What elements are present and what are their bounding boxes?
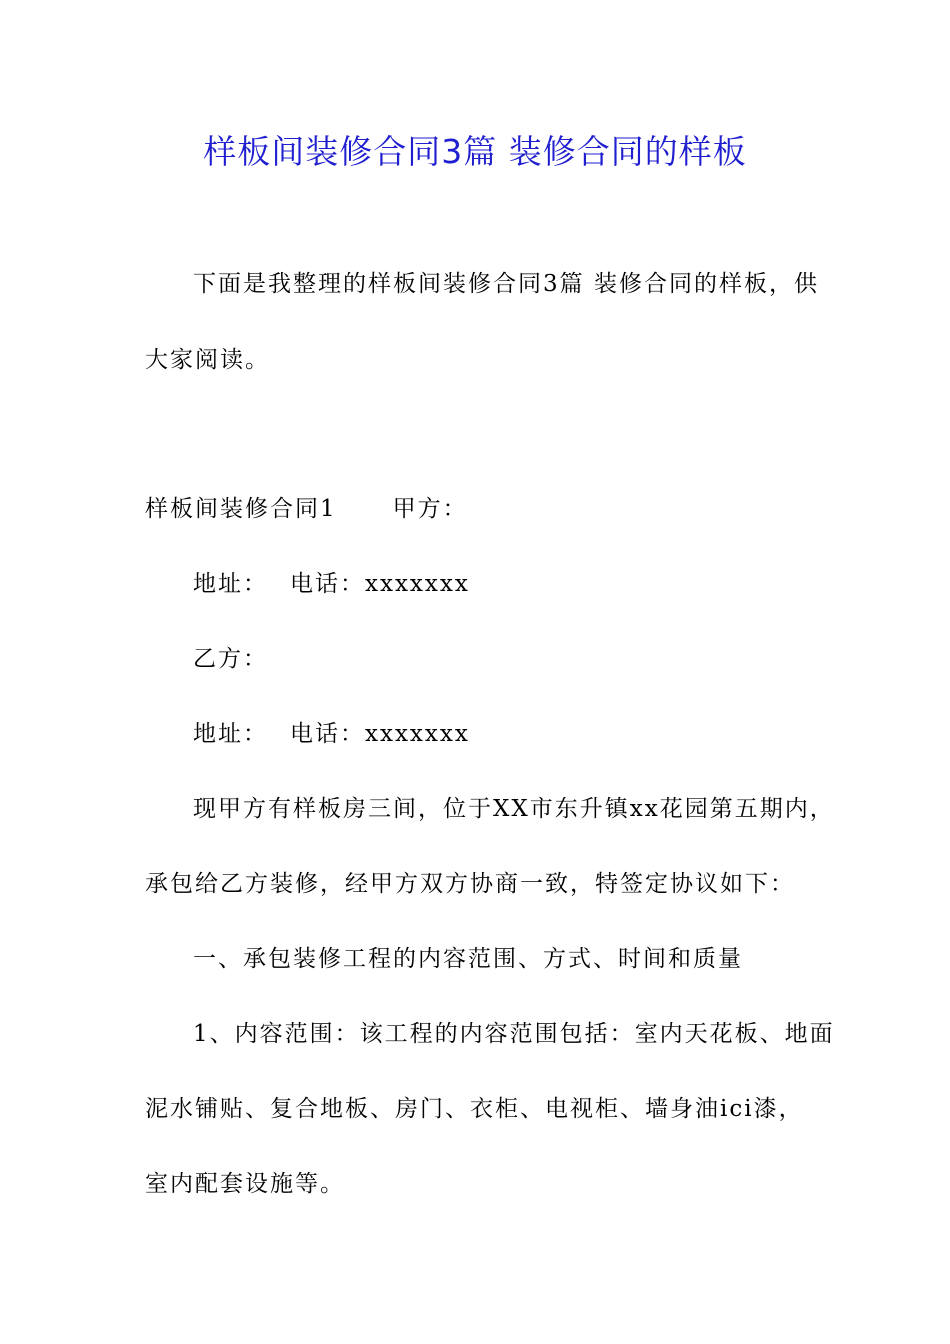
- intro-line-1: 下面是我整理的样板间装修合同3篇 装修合同的样板，供: [193, 271, 819, 297]
- party-a-address: 地址：: [193, 571, 268, 597]
- section-1-heading: 一、承包装修工程的内容范围、方式、时间和质量: [193, 946, 743, 972]
- party-a-phone: 电话：xxxxxxx: [290, 571, 470, 597]
- paragraph-1-line-1: 现甲方有样板房三间，位于XX市东升镇xx花园第五期内，: [193, 796, 835, 822]
- paragraph-1-line-2: 承包给乙方装修，经甲方双方协商一致，特签定协议如下：: [145, 871, 795, 897]
- party-a-contact: [0, 566, 950, 602]
- item-1-line-2: 泥水铺贴、复合地板、房门、衣柜、电视柜、墙身油ici漆，: [145, 1096, 804, 1122]
- party-b-phone: 电话：xxxxxxx: [290, 721, 470, 747]
- item-1-line-3: 室内配套设施等。: [145, 1171, 345, 1197]
- party-b-address: 地址：: [193, 721, 268, 747]
- party-a-label: 甲方：: [392, 496, 468, 522]
- document-title: 样板间装修合同3篇 装修合同的样板: [203, 132, 747, 171]
- contract-heading-row: [0, 491, 950, 527]
- item-1-line-1: 1、内容范围：该工程的内容范围包括：室内天花板、地面: [193, 1021, 835, 1047]
- intro-line-2: 大家阅读。: [145, 347, 270, 373]
- party-b-contact: [0, 716, 950, 752]
- contract-1-heading: 样板间装修合同1: [145, 496, 337, 522]
- party-b-label: 乙方：: [193, 646, 268, 672]
